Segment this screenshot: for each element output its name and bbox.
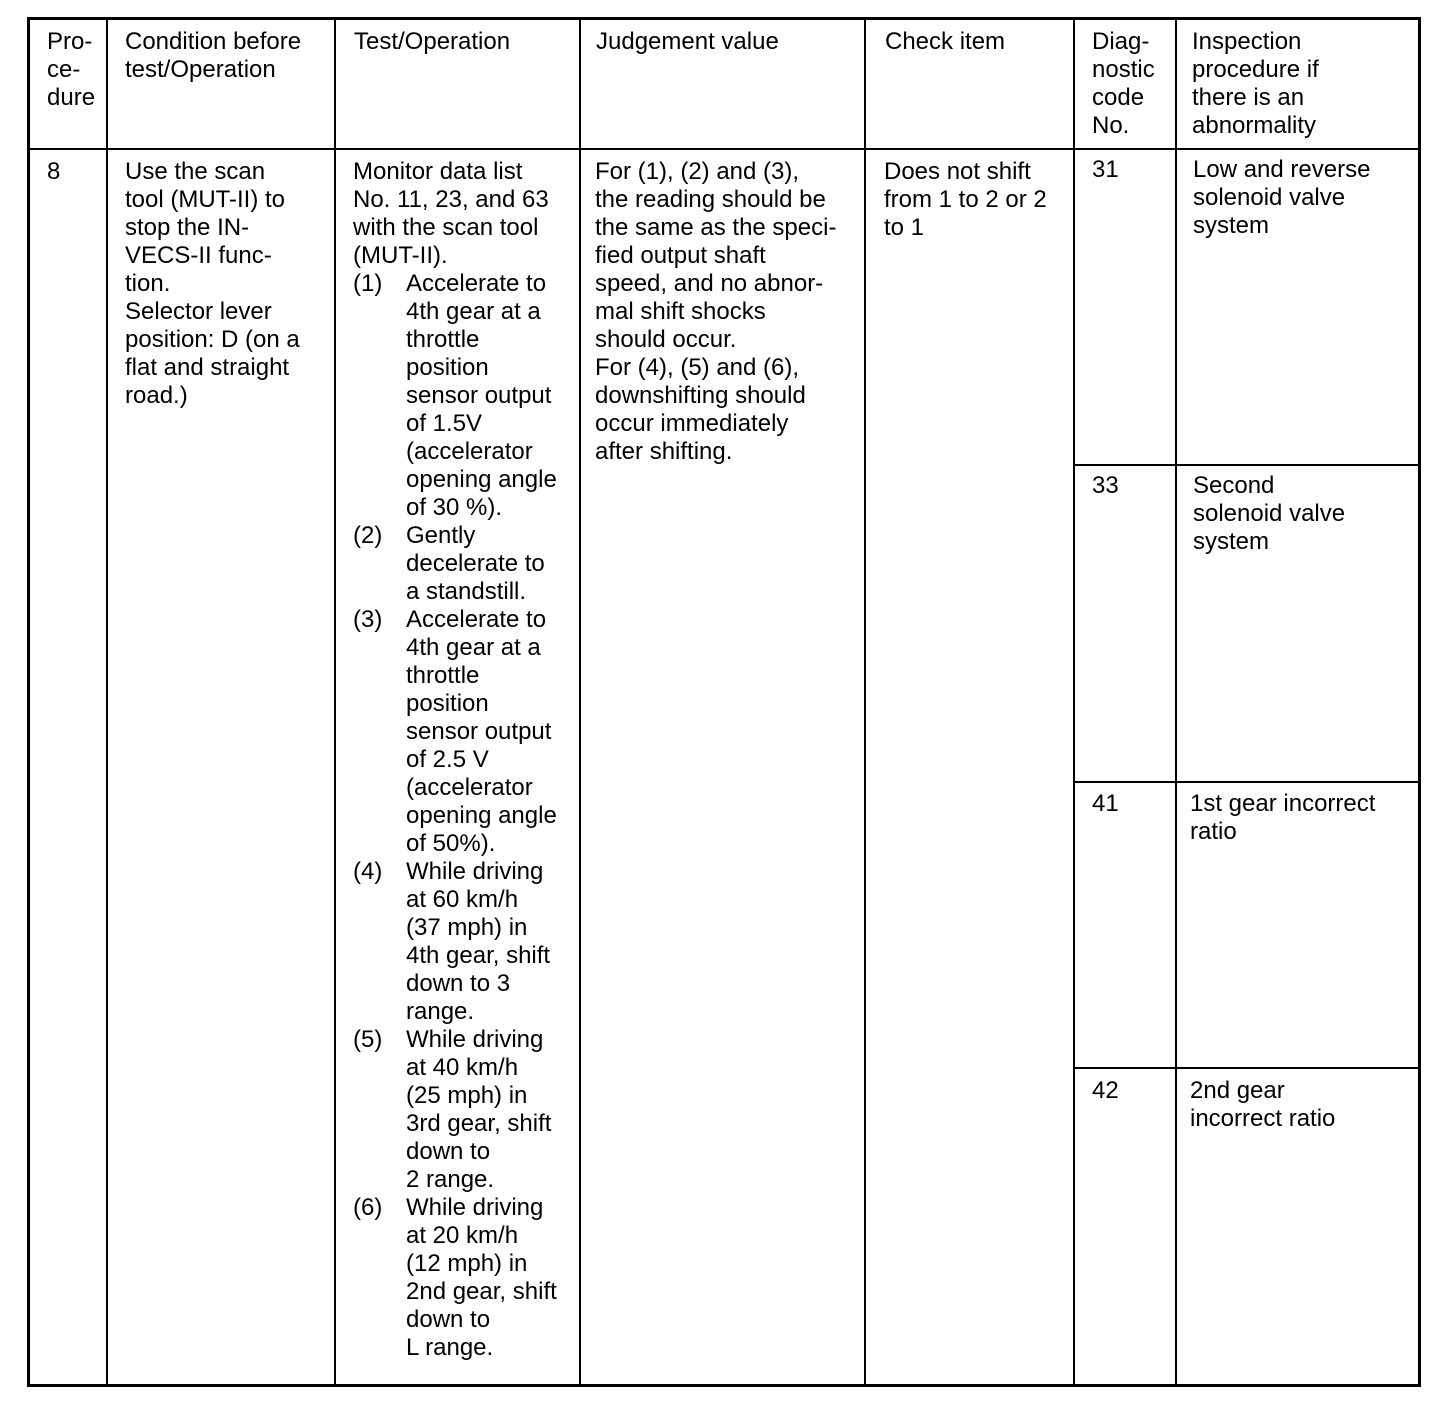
header-diagnostic-code: Diag- nostic code No. [1092, 28, 1155, 139]
column-divider [864, 17, 866, 1387]
procedure-number: 8 [47, 158, 61, 185]
test-step: (6) While driving at 20 km/h (12 mph) in 2nd gear, shift down to L range. [353, 1194, 557, 1361]
judgement-paragraph: For (1), (2) and (3), the reading should be the same as the speci- fied output shaft speed, and no abnor- mal shift shocks should occur. [595, 158, 837, 353]
inspection-procedure: 2nd gear incorrect ratio [1190, 1077, 1336, 1132]
diagnostic-code: 33 [1092, 472, 1119, 499]
code-row-divider [1073, 464, 1421, 466]
header-check-item: Check item [885, 28, 1006, 55]
inspection-procedure: Low and reverse solenoid valve system [1193, 156, 1371, 239]
column-divider [579, 17, 581, 1387]
header-condition: Condition before test/Operation [125, 28, 302, 83]
judgement-value-cell [595, 158, 850, 466]
inspection-procedure: 1st gear incorrect ratio [1190, 790, 1376, 845]
condition-paragraph: Use the scan tool (MUT-II) to stop the IN- VECS-II func- tion. [125, 158, 286, 297]
test-step: (3) Accelerate to 4th gear at a throttle position sensor output of 2.5 V (accelerator opening angle of 50%). [353, 606, 557, 857]
column-divider [1175, 17, 1177, 1387]
test-step: (5) While driving at 40 km/h (25 mph) in 3rd gear, shift down to 2 range. [353, 1026, 552, 1193]
test-intro: Monitor data list No. 11, 23, and 63 with the scan tool (MUT-II). [353, 158, 549, 269]
header-procedure: Pro- ce- dure [47, 28, 96, 111]
header-inspection-procedure: Inspection procedure if there is an abnormality [1192, 28, 1319, 139]
diagnostic-code: 42 [1092, 1077, 1119, 1104]
test-step: (4) While driving at 60 km/h (37 mph) in 4th gear, shift down to 3 range. [353, 858, 551, 1025]
header-divider [27, 148, 1421, 150]
check-item-cell: Does not shift from 1 to 2 or 2 to 1 [884, 158, 1047, 241]
condition-paragraph: Selector lever position: D (on a flat and straight road.) [125, 298, 300, 409]
test-step: (1) Accelerate to 4th gear at a throttle position sensor output of 1.5V (accelerator opening angle of 30 %). [353, 270, 557, 521]
code-row-divider [1073, 1067, 1421, 1069]
test-step: (2) Gently decelerate to a standstill. [353, 522, 545, 605]
inspection-procedure: Second solenoid valve system [1193, 472, 1346, 555]
column-divider [334, 17, 336, 1387]
diagnostic-code: 31 [1092, 156, 1119, 183]
column-divider [106, 17, 108, 1387]
column-divider [1073, 17, 1075, 1387]
judgement-paragraph: For (4), (5) and (6), downshifting should occur immediately after shifting. [595, 354, 806, 465]
code-row-divider [1073, 781, 1421, 783]
diagnostic-code: 41 [1092, 790, 1119, 817]
condition-cell [125, 158, 325, 410]
header-test-operation: Test/Operation [354, 28, 511, 55]
test-operation-cell [353, 158, 571, 1362]
header-judgement-value: Judgement value [596, 28, 779, 55]
